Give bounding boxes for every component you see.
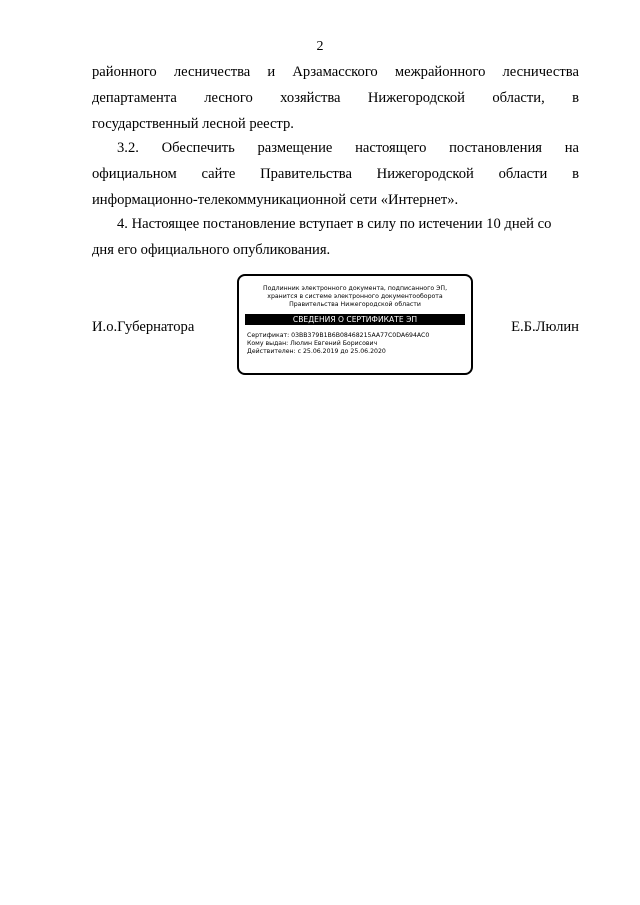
word: на	[564, 140, 579, 156]
electronic-signature-stamp	[237, 274, 473, 375]
word: межрайонного	[394, 64, 486, 80]
paragraph-1	[92, 59, 579, 137]
word: размещение	[257, 140, 333, 156]
word: Обеспечить	[161, 140, 235, 156]
word: области,	[492, 90, 545, 106]
stamp-header-line: Подлинник электронного документа, подписанного ЭП,	[262, 285, 448, 292]
word: Нижегородской	[367, 90, 465, 106]
certificate-number: Сертификат: 03BB379B1B6B08468215AA77C0DA694AC0	[247, 332, 430, 339]
paragraph-3	[92, 211, 579, 263]
word: постановления	[449, 140, 542, 156]
paragraph-1-line-1	[92, 59, 579, 85]
stamp-header-line: хранится в системе электронного документооборота	[267, 293, 443, 300]
stamp-details	[247, 332, 471, 356]
page-number: 2	[316, 39, 324, 54]
stamp-title-bar: СВЕДЕНИЯ О СЕРТИФИКАТЕ ЭП	[245, 314, 465, 325]
signer-name: Е.Б.Люлин	[511, 319, 579, 335]
word: лесничества	[502, 64, 579, 80]
stamp-header	[239, 285, 471, 309]
word: области	[498, 166, 548, 182]
word: Правительства	[260, 166, 352, 182]
paragraph-2-line-3: информационно-телекоммуникационной сети «Интернет».	[92, 192, 459, 208]
paragraph-1-line-3: государственный лесной реестр.	[92, 116, 294, 132]
word: районного	[92, 64, 157, 80]
word: сайте	[201, 166, 236, 182]
word: и	[267, 64, 276, 80]
word: лесничества	[173, 64, 251, 80]
stamp-header-line: Правительства Нижегородской области	[289, 301, 421, 308]
paragraph-3-line-1: 4. Настоящее постановление вступает в силу по истечении 10 дней со	[117, 216, 552, 232]
word: Арзамасского	[292, 64, 378, 80]
paragraph-2-line-1	[92, 135, 579, 161]
certificate-owner: Кому выдан: Люлин Евгений Борисович	[247, 340, 378, 347]
paragraph-2-line-2	[92, 161, 579, 187]
word: 3.2.	[117, 140, 139, 156]
word: официальном	[92, 166, 177, 182]
word: департамента	[92, 90, 177, 106]
word: в	[572, 90, 579, 106]
signatory-position: И.о.Губернатора	[92, 319, 195, 335]
certificate-validity: Действителен: с 25.06.2019 до 25.06.2020	[247, 348, 386, 355]
paragraph-2	[92, 135, 579, 213]
word: хозяйства	[280, 90, 341, 106]
word: лесного	[204, 90, 253, 106]
word: в	[572, 166, 579, 182]
paragraph-1-line-2	[92, 85, 579, 111]
word: настоящего	[355, 140, 427, 156]
paragraph-3-line-2: дня его официального опубликования.	[92, 242, 331, 258]
word: Нижегородской	[376, 166, 474, 182]
